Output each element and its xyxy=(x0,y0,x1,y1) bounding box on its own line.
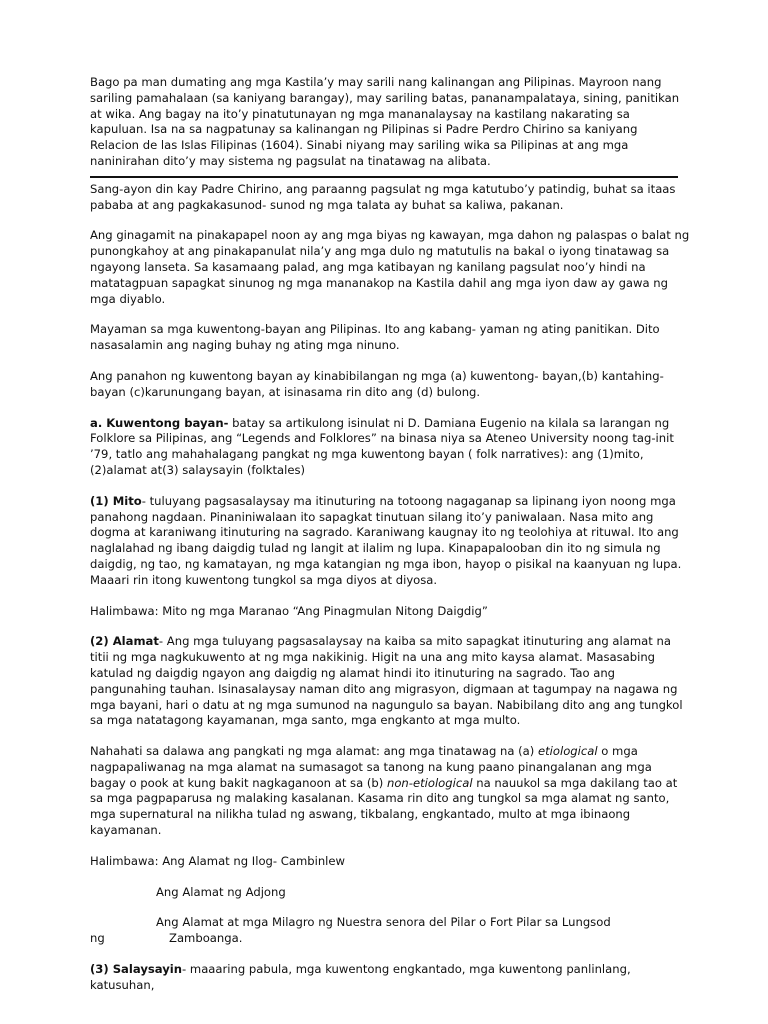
kuwentong-bayan-richness-paragraph: Mayaman sa mga kuwentong-bayan ang Pilipinas. Ito ang kabang- yaman ng ating panitikan. Dito nasasalamin ang naging buhay ng ating mga ninuno. xyxy=(90,322,660,353)
alamat-types-text-2: o mga nagpapaliwanag na mga alamat na sumasagot sa tanong na kung paano pinangalanan ang mga bagay o pook at kung bakit nagkaganoon at sa (b) xyxy=(90,744,652,790)
period-paragraph: Ang panahon ng kuwentong bayan ay kinabibilangan ng mga (a) kuwentong- bayan,(b) kantahing- bayan (c)karunungang bayan, at isinasama rin dito ang (d) bulong. xyxy=(90,368,664,399)
mito-example: Halimbawa: Mito ng mga Maranao “Ang Pinagmulan Nitong Daigdig” xyxy=(90,603,488,618)
alamat-example-ilog: Halimbawa: Ang Alamat ng Ilog- Cambinlew xyxy=(90,853,346,868)
alamat-example-pilar xyxy=(90,915,690,947)
horizontal-rule xyxy=(90,176,678,178)
pilar-ng: ng xyxy=(90,931,105,946)
alamat-body: - Ang mga tuluyang pagsasalaysay na kaiba sa mito sapagkat itinuturing ang alamat na titii ng mga nagkukuwento at ng mga nakikinig. Higit na una ang mito kaysa alamat. Masasabing katulad ng daigdig ngayon ang daigdig ng alamat hindi ito itinuturing na sagrado. Tao ang pangunahing tauhan. Isinasalaysay naman dito ang migrasyon, digmaan at tagumpay na nagawa ng mga bayani, hari o datu at ng mga sumunod na nagungulo sa bayan. Nabibilang dito ang ang tungkol sa mga natatagong kayamanan, mga santo, mga engkanto at mga multo. xyxy=(90,634,683,728)
salaysayin-body: - maaaring pabula, mga kuwentong engkantado, mga kuwentong panlinlang, katusuhan, xyxy=(90,962,631,992)
kuwentong-bayan-body: batay sa artikulong isinulat ni D. Damiana Eugenio na kilala sa larangan ng Folklore sa Pilipinas, ang “Legends and Folklores” na binasa niya sa Ateneo University noong tag-init ’79, tatlo ang mahahalagang pangkat ng mga kuwentong bayan ( folk narratives): ang (1)mito, (2)alamat at(3) salaysayin (folktales) xyxy=(90,415,674,477)
mito-section xyxy=(90,494,690,589)
alamat-types-paragraph xyxy=(90,744,690,839)
alamat-term: (2) Alamat xyxy=(90,634,159,649)
kuwentong-bayan-section xyxy=(90,416,690,479)
mito-term: (1) Mito xyxy=(90,493,142,508)
kuwentong-bayan-term: a. Kuwentong bayan- xyxy=(90,415,229,430)
pilar-line-2: Zamboanga. xyxy=(169,931,243,946)
non-etiological-term: non-etiological xyxy=(386,775,473,790)
salaysayin-section xyxy=(90,962,690,994)
alamat-types-text-1: Nahahati sa dalawa ang pangkati ng mga alamat: ang mga tinatawag na (a) xyxy=(90,744,538,759)
mito-body: - tuluyang pagsasalaysay ma itinuturing na totoong nagaganap sa lipinang iyon noong mga panahong nagdaan. Pinaniniwalaan ito sapagkat tinutuan silang ito’y paniwalaan. Nasa mito ang dogma at karaniwang itinuturing na sagrado. Karaniwang kaugnay ito ng teolohiya at rituwal. Ito ang naglalahad ng ibang daigdig tulad ng langit at ilalim ng lupa. Kinapapalooban din ito ng simula ng daigdig, ng tao, ng kamatayan, ng mga katangian ng mga ibon, hayop o pisikal na kaanyuan ng lupa. Maaari rin itong kuwentong tungkol sa mga diyos at diyosa. xyxy=(90,493,682,587)
salaysayin-term: (3) Salaysayin xyxy=(90,962,183,977)
alamat-section xyxy=(90,634,690,729)
pilar-line-1: Ang Alamat at mga Milagro ng Nuestra senora del Pilar o Fort Pilar sa Lungsod xyxy=(156,915,611,930)
alamat-types-text-3: na nauukol sa mga dakilang tao at sa mga pagpaparusa ng malaking kasalanan. Kasama rin dito ang tungkol sa mga alamat ng santo, mga supernatural na nilikha tulad ng aswang, tikbalang, engkantado, multo at mga ibinaong kayamanan. xyxy=(90,775,678,838)
document-page xyxy=(90,75,690,994)
materials-paragraph: Ang ginagamit na pinakapapel noon ay ang mga biyas ng kawayan, mga dahon ng palaspas o balat ng punongkahoy at ang pinakapanulat nila’y ang mga dulo ng matutulis na bakal o iyong tinatawag sa ngayong lanseta. Sa kasamaang palad, ang mga katibayan ng kanilang pagsulat noo’y hindi na matatagpuan sapagkat sinunog ng mga mananakop na Kastila dahil ang mga iyon daw ay gawa ng mga diyablo. xyxy=(90,228,690,306)
etiological-term: etiological xyxy=(537,744,598,759)
intro-paragraph: Bago pa man dumating ang mga Kastila’y may sarili nang kalinangan ang Pilipinas. Mayroon nang sariling pamahalaan (sa kaniyang barangay), may sariling batas, pananampalataya, sining, panitikan at wika. Ang bagay na ito’y pinatutunayan ng mga mananalaysay na kastilang nakarating sa kapuluan. Isa na sa nagpatunay sa kalinangan ng Pilipinas si Padre Perdro Chirino sa kaniyang Relacion de las Islas Filipinas (1604). Sinabi niyang may sariling wika sa Pilipinas at ang mga naninirahan dito’y may sistema ng pagsulat na tinatawag na alibata. xyxy=(90,75,680,168)
chirino-paragraph: Sang-ayon din kay Padre Chirino, ang paraanng pagsulat ng mga katutubo’y patindig, buhat sa itaas pababa at ang pagkakasunod- sunod ng mga talata ay buhat sa kaliwa, pakanan. xyxy=(90,181,676,212)
alamat-example-adjong: Ang Alamat ng Adjong xyxy=(156,884,286,899)
